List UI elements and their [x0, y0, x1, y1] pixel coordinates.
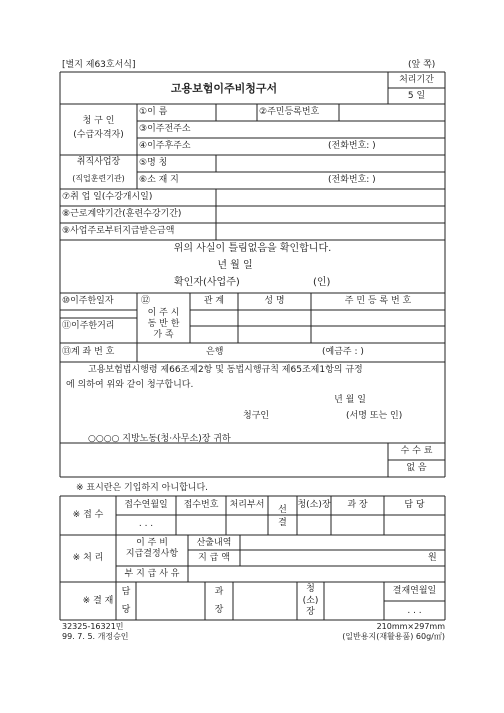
decision-date-header: 결재연월일 [392, 586, 437, 596]
member-rrn-header: 주 민 등 록 번 호 [344, 296, 412, 306]
payment-label: ※ 결 재 [82, 596, 114, 606]
non-payment-reason-label: 부 지 급 사 유 [124, 569, 180, 579]
confirm-signer: 확인자(사업주) [174, 277, 240, 288]
account-holder: (예금주 : ) [322, 347, 364, 357]
decision-line-2: 지급결정사항 [125, 549, 179, 559]
chief-header: 청(소)장 [297, 500, 331, 510]
claim-line-2: 에 의하여 위와 같이 청구합니다. [66, 380, 194, 390]
office-use-note: ※ 표시란은 기입하지 아니합니다. [76, 483, 209, 493]
fee-label: 수 수 료 [400, 446, 433, 456]
pay-staff-1: 담 [121, 587, 131, 597]
paid-amount-label: ⑨사업주로부터지급받은금액 [62, 226, 175, 236]
paper-size: 210mm×297mm [376, 622, 445, 631]
move-distance-label: ⑪이주한거리 [62, 321, 115, 331]
staff-header: 담 당 [404, 500, 425, 510]
claimant-sign-label: 청구인 [243, 411, 270, 421]
name-label: ①이 름 [139, 107, 168, 117]
dept-header: 처리부서 [229, 500, 265, 510]
form-number: [별지 제63호서식] [62, 60, 136, 70]
reception-date-header: 접수연월일 [124, 500, 168, 510]
confirm-text: 위의 사실이 틀림없음을 확인합니다. [173, 243, 332, 254]
phone-2: (전화번호: ) [328, 175, 376, 185]
pay-section-2: 장 [214, 605, 224, 615]
claimant-sublabel: (수급자격자) [73, 130, 124, 140]
family-label-3: 가 족 [153, 330, 174, 340]
contract-period-label: ⑧근로계약기간(훈련수강기간) [62, 209, 182, 219]
before-address-label: ③이주전주소 [139, 124, 191, 134]
phone-1: (전화번호: ) [328, 141, 376, 151]
employ-date-label: ⑦취 업 일(수강개시일) [62, 192, 153, 202]
pay-staff-2: 당 [121, 605, 131, 615]
basis-label: 산출내역 [196, 538, 232, 548]
pay-chief-1: 청 [306, 584, 315, 594]
approval-date: 99. 7. 5. 개정승인 [62, 632, 129, 641]
sign-or-seal: (서명 또는 인) [346, 411, 403, 421]
decision-date-value: . . . [407, 606, 422, 616]
process-label: ※ 처 리 [72, 553, 104, 563]
family-label-1: 이 주 시 [147, 308, 180, 318]
bank-label: 은행 [206, 347, 224, 357]
fee-value: 없 음 [406, 463, 427, 473]
paper-type: (일반용지(재활용품) 60g/㎡) [342, 632, 445, 641]
processing-value: 5 일 [407, 91, 426, 101]
decision-line-1: 이 주 비 [136, 538, 168, 548]
reception-date-value: . . . [138, 519, 154, 529]
form-title: 고용보험이주비청구서 [170, 82, 278, 95]
pay-section-1: 과 [214, 587, 224, 597]
page-side: (앞 쪽) [408, 60, 436, 70]
processing-label: 처리기간 [399, 75, 434, 85]
employer-label: 취직사업장 [76, 157, 121, 167]
workplace-name-label: ⑤명 칭 [139, 158, 168, 168]
employer-sublabel: (직업훈련기관) [72, 174, 125, 183]
pay-chief-2: (소) [302, 596, 319, 606]
workplace-address-label: ⑥소 재 지 [139, 175, 179, 185]
move-date-label: ⑩이주한일자 [62, 296, 114, 306]
pay-chief-3: 장 [306, 607, 315, 617]
after-address-label: ④이주후주소 [139, 141, 191, 151]
addressee: ○○○○ 지방노동(청·사무소)장 귀하 [88, 434, 231, 444]
won-unit: 원 [428, 553, 437, 563]
account-label: ⑬계 좌 번 호 [62, 347, 115, 357]
family-label-2: 동 반 한 [147, 319, 180, 329]
confirm-seal: (인) [313, 277, 331, 288]
family-number: ⑫ [141, 296, 151, 306]
pay-amount-label: 지 급 액 [198, 553, 230, 563]
rrn-label: ②주민등록번호 [259, 107, 320, 117]
member-name-header: 성 명 [264, 296, 285, 306]
reception-no-header: 접수번호 [183, 500, 219, 510]
confirm-date: 년 월 일 [217, 260, 253, 271]
form-code: 32325-16321민 [62, 622, 124, 631]
approval-top: 선 [278, 505, 287, 515]
relation-header: 관 계 [203, 296, 225, 306]
reception-label: ※ 접 수 [72, 510, 104, 520]
approval-mark: 결 [278, 518, 287, 528]
claim-date: 년 월 일 [334, 395, 366, 405]
claimant-label: 청 구 인 [82, 116, 115, 126]
section-header: 과 장 [347, 500, 368, 510]
claim-line-1: 고용보험법시행령 제66조제2항 및 동법시행규칙 제65조제1항의 규정 [88, 365, 363, 375]
